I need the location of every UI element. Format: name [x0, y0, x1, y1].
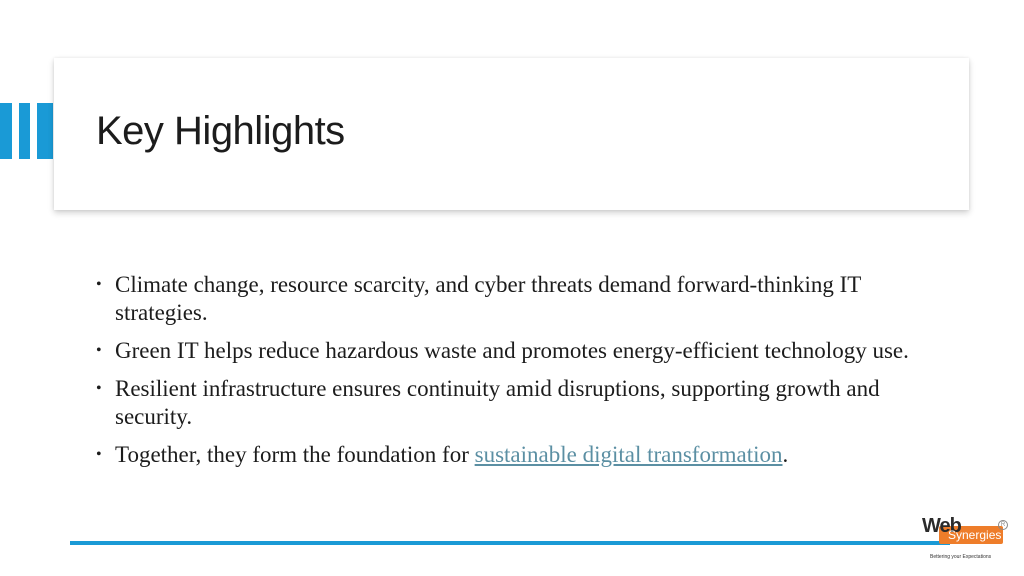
company-logo	[920, 514, 1010, 566]
bullet-text-suffix: .	[782, 442, 789, 467]
bullet-item	[96, 271, 936, 327]
bullet-text: Green IT helps reduce hazardous waste and promotes energy-efficient technology use.	[115, 338, 909, 363]
logo-tagline: Bettering your Expectations	[930, 554, 992, 560]
bullet-item	[96, 375, 936, 431]
bullet-icon: •	[96, 276, 102, 293]
bullet-icon: •	[96, 380, 102, 397]
logo-wordmark: Web	[922, 515, 961, 537]
sustainable-transformation-link[interactable]: sustainable digital transformation	[474, 442, 783, 467]
bullet-item	[96, 337, 936, 365]
title-accent-bars	[0, 103, 56, 159]
bullet-item	[96, 441, 936, 469]
bullet-list	[96, 271, 936, 479]
slide-title: Key Highlights	[96, 109, 345, 153]
accent-bar	[19, 103, 30, 159]
accent-bar	[0, 103, 12, 159]
bullet-text-prefix: Together, they form the foundation for	[115, 442, 475, 467]
bullet-text: Climate change, resource scarcity, and cyber threats demand forward-thinking IT strategies.	[115, 272, 861, 325]
accent-bar	[37, 103, 53, 159]
footer-divider	[70, 541, 950, 545]
title-card	[54, 58, 969, 210]
bullet-icon: •	[96, 446, 102, 463]
registered-icon: R	[998, 520, 1008, 530]
bullet-text: Resilient infrastructure ensures continuity amid disruptions, supporting growth and security.	[115, 376, 880, 429]
logo-name: Synergies	[948, 528, 1002, 542]
bullet-icon: •	[96, 342, 102, 359]
